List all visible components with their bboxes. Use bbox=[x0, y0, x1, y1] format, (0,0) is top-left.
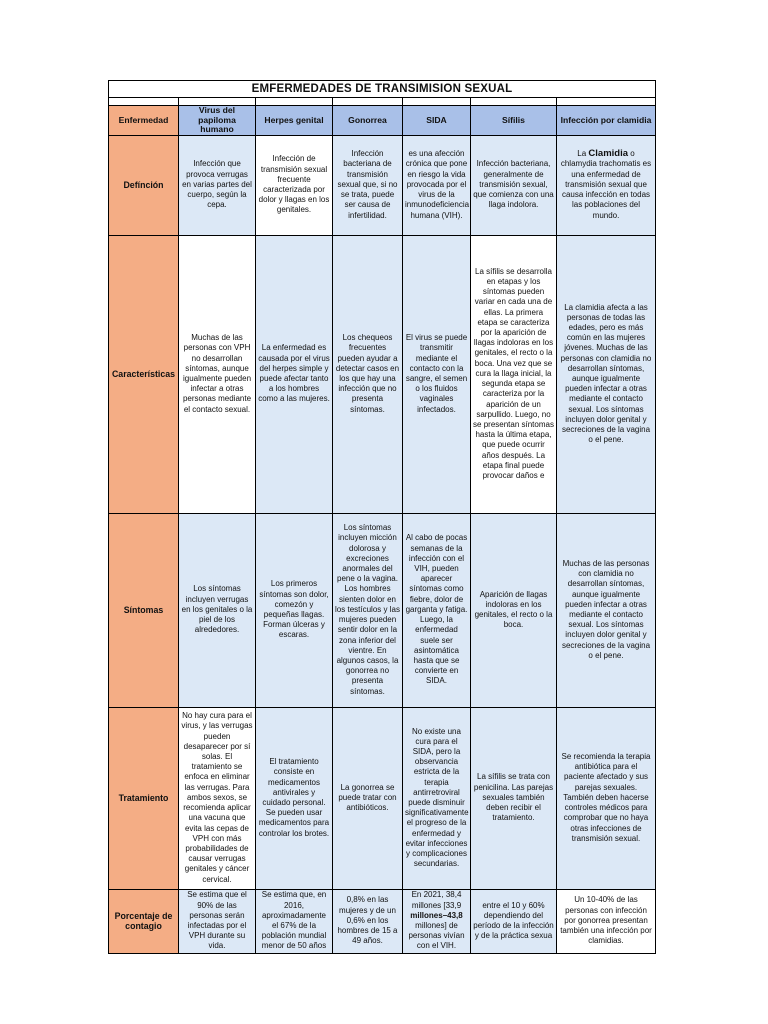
column-header: Herpes genital bbox=[256, 106, 333, 136]
table-cell: Un 10-40% de las personas con infección por gonorrea presentan también una infección por clamidias. bbox=[557, 889, 656, 953]
row-tratamiento bbox=[109, 707, 656, 889]
table-cell: es una afección crónica que pone en riesgo la vida provocada por el virus de la inmunodeficiencia humana (VIH). bbox=[403, 135, 471, 235]
row-label: Características bbox=[109, 235, 179, 513]
table-cell: 0,8% en las mujeres y de un 0,6% en los hombres de 15 a 49 años. bbox=[333, 889, 403, 953]
document-title: EMFERMEDADES DE TRANSIMISION SEXUAL bbox=[109, 81, 656, 98]
table-cell: El tratamiento consiste en medicamentos antivirales y cuidado personal. Se pueden usar medicamentos para controlar los brotes. bbox=[256, 707, 333, 889]
column-header: Gonorrea bbox=[333, 106, 403, 136]
cell-lead: La bbox=[577, 149, 589, 159]
table-cell: Muchas de las personas con clamidia no desarrollan síntomas, aunque igualmente pueden infectar a otras mediante el contacto sexual. Los síntomas incluyen dolor genital y secreciones de la vagina o el pene. bbox=[557, 513, 656, 707]
table-cell bbox=[557, 135, 656, 235]
table-cell: El virus se puede transmitir mediante el contacto con la sangre, el semen o los fluidos vaginales infectados. bbox=[403, 235, 471, 513]
cell-lead: En 2021, 38,4 millones [33,9 bbox=[411, 890, 462, 910]
table-cell: La sífilis se desarrolla en etapas y los síntomas pueden variar en cada una de ellas. La primera etapa se caracteriza por la aparición de llagas indoloras en los genitales, el recto o la boca. Una vez que se cura la llaga inicial, la segunda etapa se caracteriza por la aparición de un sarpullido. Luego, no se presentan síntomas hasta la última etapa, que puede ocurrir años después. La etapa final puede provocar daños e bbox=[471, 235, 557, 513]
cell-rest: o chlamydia trachomatis es una enfermedad de transmisión sexual que causa infección en todas las poblaciones del mundo. bbox=[560, 149, 652, 220]
column-header: Sífilis bbox=[471, 106, 557, 136]
table-cell: Los chequeos frecuentes pueden ayudar a detectar casos en los que hay una infección que no presenta síntomas. bbox=[333, 235, 403, 513]
table-cell: Se estima que el 90% de las personas serán infectadas por el VPH durante su vida. bbox=[179, 889, 256, 953]
column-header: SIDA bbox=[403, 106, 471, 136]
spacer-cell bbox=[256, 98, 333, 106]
row-caracteristicas bbox=[109, 235, 656, 513]
table-cell: entre el 10 y 60% dependiendo del período de la infección y de la práctica sexua bbox=[471, 889, 557, 953]
row-sintomas bbox=[109, 513, 656, 707]
row-definicion bbox=[109, 135, 656, 235]
cell-bold: Clamidia bbox=[588, 148, 629, 160]
spacer-cell bbox=[557, 98, 656, 106]
row-label: Síntomas bbox=[109, 513, 179, 707]
column-header: Infección por clamidia bbox=[557, 106, 656, 136]
header-corner: Enfermedad bbox=[109, 106, 179, 136]
spacer-cell bbox=[403, 98, 471, 106]
spacer-cell bbox=[179, 98, 256, 106]
table-cell: Los síntomas incluyen micción dolorosa y excreciones anormales del pene o la vagina. Los hombres sienten dolor en los testículos y las mujeres pueden sentir dolor en la zona inferior del vientre. En algunos casos, la gonorrea no presenta síntomas. bbox=[333, 513, 403, 707]
table-cell: Muchas de las personas con VPH no desarrollan síntomas, aunque igualmente pueden infectar a otras personas mediante el contacto sexual. bbox=[179, 235, 256, 513]
table-cell: Infección bacteriana de transmisión sexual que, si no se trata, puede ser causa de infertilidad. bbox=[333, 135, 403, 235]
table-cell: Se estima que, en 2016, aproximadamente el 67% de la población mundial menor de 50 años bbox=[256, 889, 333, 953]
table-cell: La gonorrea se puede tratar con antibióticos. bbox=[333, 707, 403, 889]
spacer-cell bbox=[109, 98, 179, 106]
column-header: Virus del papiloma humano bbox=[179, 106, 256, 136]
spacer-cell bbox=[333, 98, 403, 106]
table-cell: Los primeros síntomas son dolor, comezón y pequeñas llagas. Forman úlceras y escaras. bbox=[256, 513, 333, 707]
row-label: Defínción bbox=[109, 135, 179, 235]
table-cell: Se recomienda la terapia antibiótica para el paciente afectado y sus parejas sexuales. También deben hacerse controles médicos para comprobar que no haya otras infecciones de transmisión sexual. bbox=[557, 707, 656, 889]
row-label: Tratamiento bbox=[109, 707, 179, 889]
table-cell: Los síntomas incluyen verrugas en los genitales o la piel de los alrededores. bbox=[179, 513, 256, 707]
table-cell: La clamidia afecta a las personas de todas las edades, pero es más común en las mujeres jóvenes. Muchas de las personas con clamidia no desarrollan síntomas, aunque igualmente pueden infectar a otras mediante el contacto sexual. Los síntomas incluyen dolor genital y secreciones de la vagina o el pene. bbox=[557, 235, 656, 513]
table-cell: Infección que provoca verrugas en varias partes del cuerpo, según la cepa. bbox=[179, 135, 256, 235]
table-cell: Al cabo de pocas semanas de la infección con el VIH, pueden aparecer síntomas como fiebre, dolor de garganta y fatiga. Luego, la enfermedad suele ser asintomática hasta que se convierte en SIDA. bbox=[403, 513, 471, 707]
table-cell: La enfermedad es causada por el virus del herpes simple y puede afectar tanto a los hombres como a las mujeres. bbox=[256, 235, 333, 513]
cell-rest: millones] de personas vivían con el VIH. bbox=[408, 921, 465, 951]
table-cell: La sífilis se trata con penicilina. Las parejas sexuales también deben recibir el tratamiento. bbox=[471, 707, 557, 889]
document-table bbox=[108, 80, 655, 954]
cell-bold: millones–43,8 bbox=[410, 910, 463, 920]
table-cell: Infección de transmisión sexual frecuente caracterizada por dolor y llagas en los genitales. bbox=[256, 135, 333, 235]
table-cell: Infección bacteriana, generalmente de transmisión sexual, que comienza con una llaga indolora. bbox=[471, 135, 557, 235]
table-cell bbox=[403, 889, 471, 953]
table-cell: Aparición de llagas indoloras en los genitales, el recto o la boca. bbox=[471, 513, 557, 707]
row-porcentaje bbox=[109, 889, 656, 953]
spacer-cell bbox=[471, 98, 557, 106]
table-cell: No hay cura para el virus, y las verrugas pueden desaparecer por sí solas. El tratamiento se enfoca en eliminar las verrugas. Para ambos sexos, se recomienda aplicar una vacuna que evita las cepas de VPH con más probabilidades de causar verrugas genitales y cáncer cervical. bbox=[179, 707, 256, 889]
row-label: Porcentaje de contagio bbox=[109, 889, 179, 953]
table-cell: No existe una cura para el SIDA, pero la observancia estricta de la terapia antirretroviral puede disminuir significativamente el progreso de la enfermedad y evitar infecciones y complicaciones secundarias. bbox=[403, 707, 471, 889]
